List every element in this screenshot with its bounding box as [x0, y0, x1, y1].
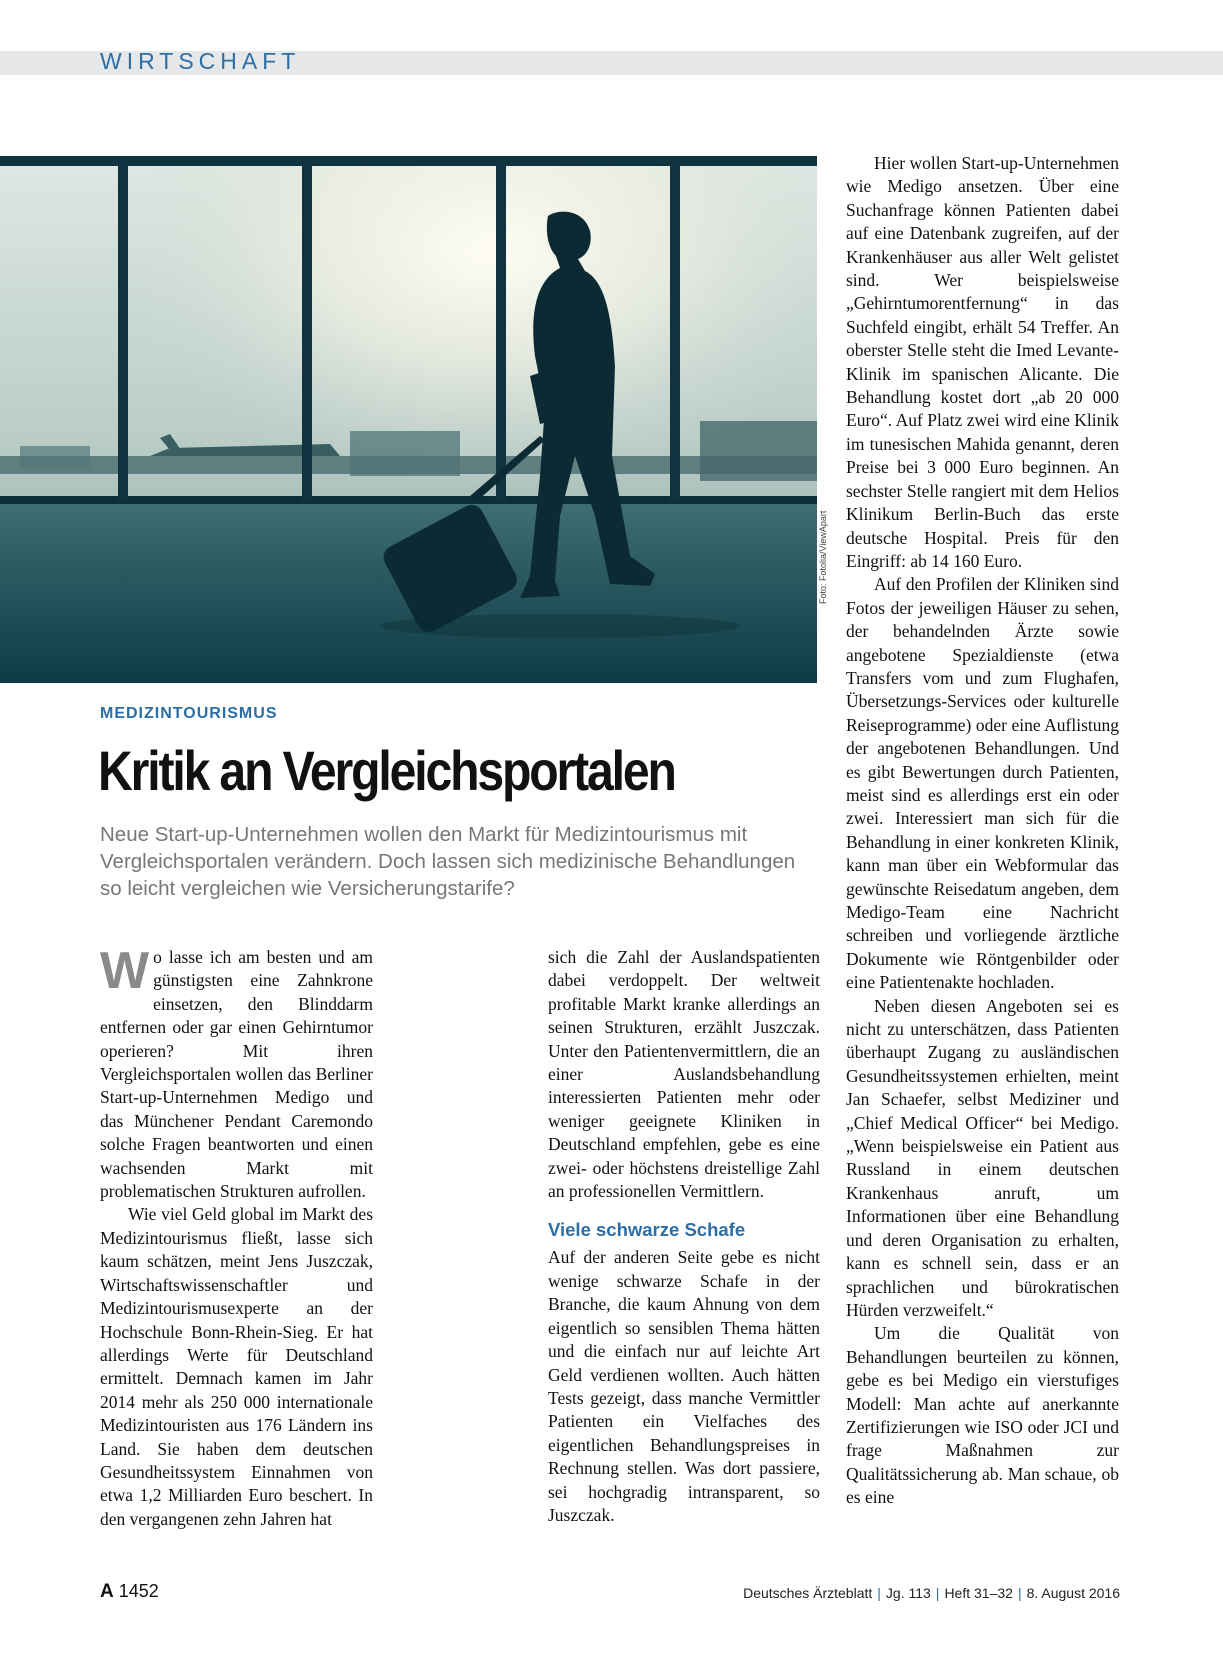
journal-name: Deutsches Ärzteblatt — [743, 1585, 873, 1601]
separator: | — [935, 1585, 940, 1601]
headline: Kritik an Vergleichsportalen — [98, 739, 675, 802]
date: 8. August 2016 — [1026, 1585, 1120, 1601]
separator: | — [1017, 1585, 1022, 1601]
paragraph-text: o lasse ich am besten und am günstigsten eine Zahnkrone einsetzen, den Blinddarm entfernen oder gar einen Gehirntumor operieren? Mit ihren Vergleichsportalen wollen das Berliner Start-up-Unternehmen Medigo und das Münchener Pendant Caremondo solche Fragen beantworten und einen wachsenden Markt mit problematischen Strukturen aufrollen. — [100, 947, 373, 1202]
article-photo — [0, 156, 817, 683]
photo-credit: Foto: Fotolia/ViewApart — [818, 510, 828, 604]
text-column-3 — [846, 152, 1119, 1510]
page-number-value: 1452 — [118, 1581, 159, 1601]
paragraph: Auf den Profilen der Kliniken sind Fotos der jeweiligen Häuser zu sehen, der behandelnden Ärzte sowie angebotene Spezialdienste (etwa Transfers vom und zum Flughafen, Übersetzungs-Services oder kulturelle Reiseprogramme) oder eine Auflistung der angebotenen Behandlungen. Und es gibt Bewertungen durch Patienten, meist sind es allerdings erst ein oder zwei. Interessiert man sich für die Behandlung in einer konkreten Klinik, kann man über ein Webformular das gewünschte Reisedatum angeben, dem Medigo-Team eine Nachricht schreiben und vorliegende ärztliche Dokumente wie Röntgenbilder oder eine Patientenakte hochladen. — [846, 574, 1119, 993]
paragraph: Auf der anderen Seite gebe es nicht wenige schwarze Schafe in der Branche, die kaum Ahnung von dem eigentlich so sensiblen Thema hätten und die einfach nur auf leichte Art Geld verdienen wollten. Auch hätten Tests gezeigt, dass manche Vermittler Patienten ein Vielfaches des eigentlichen Behandlungspreises in Rechnung stellen. Was dort passiere, sei hochgradig intransparent, so Juszczak. — [548, 1247, 820, 1525]
publication-info — [743, 1585, 1120, 1601]
drop-cap: W — [100, 942, 150, 1000]
section-label: WIRTSCHAFT — [100, 48, 301, 74]
issue: Heft 31–32 — [944, 1585, 1013, 1601]
paragraph: Hier wollen Start-up-Unternehmen wie Medigo ansetzen. Über eine Suchanfrage können Patienten dabei auf eine Datenbank zugreifen, auf der Krankenhäuser aus aller Welt gelistet sind. Wer beispielsweise „Gehirntumorentfernung“ in das Suchfeld eingibt, erhält 54 Treffer. An oberster Stelle steht die Imed Levante-Klinik im spanischen Alicante. Die Behandlung kostet dort „ab 20 000 Euro“. Auf Platz zwei wird eine Klinik im tunesischen Mahida genannt, deren Preise bei 3 000 Euro beginnen. An sechster Stelle rangiert mit dem Helios Klinikum Berlin-Buch das erste deutsche Hospital. Preis für den Eingriff: ab 14 160 Euro. — [846, 153, 1119, 571]
separator: | — [877, 1585, 881, 1601]
volume: Jg. 113 — [885, 1585, 931, 1601]
kicker: MEDIZINTOURISMUS — [100, 705, 278, 722]
paragraph: Wie viel Geld global im Markt des Medizintourismus fließt, lasse sich kaum schätzen, meint Jens Juszczak, Wirtschaftswissenschaftler und Medizintourismusexperte an der Hochschule Bonn-Rhein-Sieg. Er hat allerdings Werte für Deutschland ermittelt. Demnach kamen im Jahr 2014 mehr als 250 000 internationale Medizintouristen aus 176 Ländern ins Land. Sie haben dem deutschen Gesundheitssystem Einnahmen von etwa 1,2 Milliarden Euro beschert. In den vergangenen zehn Jahren hat — [100, 1204, 373, 1529]
subheading: Viele schwarze Schafe — [548, 1219, 746, 1241]
paragraph: sich die Zahl der Auslandspatienten dabei verdoppelt. Der weltweit profitable Markt kranke allerdings an seinen Strukturen, erzählt Juszczak. Unter den Patientenvermittlern, die an einer Auslandsbehandlung interessierten Patienten mehr oder weniger geeignete Kliniken in Deutschland empfehlen, gebe es eine zwei- oder höchstens dreistellige Zahl an professionellen Vermittlern. — [548, 947, 820, 1202]
text-column-1 — [100, 942, 373, 1531]
paragraph — [100, 942, 373, 1203]
text-column-2 — [548, 946, 820, 1527]
lead-paragraph: Neue Start-up-Unternehmen wollen den Markt für Medizintourismus mit Vergleichsportalen verändern. Doch lassen sich medizinische Behandlungen so leicht vergleichen wie Versicherungstarife? — [100, 823, 796, 900]
page-number — [100, 1581, 159, 1603]
page-prefix: A — [100, 1581, 114, 1602]
paragraph: Um die Qualität von Behandlungen beurteilen zu können, gebe es bei Medigo ein vierstufiges Modell: Man achte auf anerkannte Zertifizierungen wie ISO oder JCI und frage Maßnahmen zur Qualitätssicherung ab. Man schaue, ob es eine — [846, 1323, 1119, 1508]
paragraph: Neben diesen Angeboten sei es nicht zu unterschätzen, dass Patienten überhaupt Zugang zu ausländischen Gesundheitssystemen erhielten, meint Jan Schaefer, selbst Mediziner und „Chief Medical Officer“ bei Medigo. „Wenn beispielsweise ein Patient aus Russland in einem deutschen Krankenhaus anruft, um Informationen über eine Behandlung und deren Organisation zu erhalten, kann es schnell sein, dass er an sprachlichen und bürokratischen Hürden verzweifelt.“ — [846, 995, 1119, 1320]
